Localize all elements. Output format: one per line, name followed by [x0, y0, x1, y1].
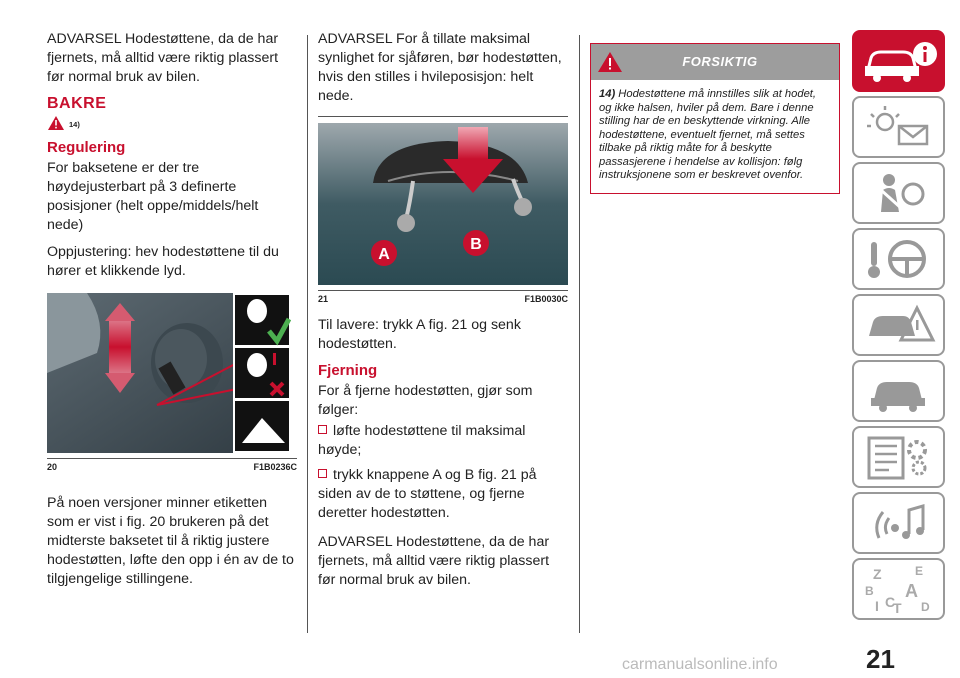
figure-number: 21 — [318, 294, 329, 304]
steering-wheel-icon — [859, 234, 939, 284]
rear-headrest-photo — [47, 293, 291, 453]
intro-warning: ADVARSEL Hodestøttene, da de har fjernets, må alltid være riktig plassert før normal bruk av bilen. — [47, 31, 279, 85]
callout-a: A — [378, 246, 390, 263]
figure-caption — [47, 458, 297, 472]
emergency-icon — [859, 300, 939, 350]
checkbox-bullet-icon — [318, 469, 327, 478]
tab-maintenance[interactable] — [852, 360, 945, 422]
paragraph: Til lavere: trykk A fig. 21 og senk hodestøtten. — [318, 317, 521, 352]
tab-safety[interactable] — [852, 162, 945, 224]
paragraph: For å fjerne hodestøtten, gjør som følger: — [318, 383, 533, 418]
column-middle — [318, 30, 568, 598]
figure-caption — [318, 290, 568, 304]
caution-body — [591, 80, 839, 193]
caution-number: 14) — [599, 88, 616, 100]
tab-driving[interactable] — [852, 228, 945, 290]
paragraph: ADVARSEL Hodestøttene, da de har fjernets, må alltid være riktig plassert før normal bruk av bilen. — [318, 534, 550, 588]
list-item-text: løfte hodestøttene til maksimal høyde; — [318, 423, 526, 458]
car-info-icon — [859, 36, 939, 86]
figure-21 — [318, 116, 568, 304]
index-letter: T — [892, 600, 902, 616]
headrest-removal-photo — [318, 123, 568, 285]
paragraph: For baksetene er der tre høydejusterbart på 3 definerte posisjoner (helt oppe/middels/helt nede) — [47, 160, 259, 233]
warning-ref-number: 14) — [69, 120, 80, 129]
tab-technical-data[interactable] — [852, 426, 945, 488]
paragraph: Oppjustering: hev hodestøttene til du hører et klikkende lyd. — [47, 244, 279, 279]
technical-data-icon — [859, 432, 939, 482]
list-item — [318, 422, 568, 460]
index-letter: I — [874, 598, 879, 614]
safety-airbag-icon — [859, 168, 939, 218]
figure-code: F1B0030C — [524, 294, 568, 304]
figure-20 — [47, 293, 297, 472]
warning-lights-icon — [859, 102, 939, 152]
warning-triangle-icon — [47, 115, 65, 131]
page-number: 21 — [866, 644, 895, 674]
section-title: BAKRE — [47, 95, 107, 112]
index-letter: B — [864, 584, 874, 598]
checkbox-bullet-icon — [318, 425, 327, 434]
caution-box — [590, 43, 840, 194]
list-item-text: trykk knappene A og B fig. 21 på siden av de to støttene, og fjerne deretter hodestøtten. — [318, 467, 537, 521]
tab-index[interactable] — [852, 558, 945, 620]
tab-multimedia[interactable] — [852, 492, 945, 554]
index-letter: D — [920, 600, 930, 614]
paragraph: På noen versjoner minner etiketten som er vist i fig. 20 brukeren på det midterste baksetet til å riktig justere hodestøtten, løfte den opp i én av de to tilgjengelige stillingene. — [47, 495, 294, 587]
maintenance-car-icon — [859, 366, 939, 416]
tab-car-info[interactable] — [852, 30, 945, 92]
subsection-title-regulering: Regulering — [47, 139, 126, 156]
index-letter: A — [904, 581, 918, 601]
column-left — [47, 30, 297, 597]
index-letter: E — [914, 564, 923, 578]
caution-text: Hodestøttene må innstilles slik at hodet, og ikke halsen, hviler på dem. Bare i denne stilling har de en beskyttende virkning. Alle hodestøttene, eventuelt fjernet, må settes tilbake på riktig måte for å beskytte passasjerene i hendelse av kollisjon: følg instruksjonene som er beskrevet ovenfor. — [599, 88, 817, 181]
column-divider — [307, 35, 308, 633]
index-icon — [859, 561, 939, 617]
tab-warning-lights[interactable] — [852, 96, 945, 158]
column-divider — [579, 35, 580, 633]
index-letter: Z — [872, 566, 882, 582]
watermark-text: carmanualsonline.info — [622, 656, 778, 673]
warning-reference — [47, 115, 297, 131]
index-letter: C — [884, 594, 895, 610]
figure-number: 20 — [47, 462, 58, 472]
figure-code: F1B0236C — [253, 462, 297, 472]
caution-title: FORSIKTIG — [682, 54, 758, 69]
chapter-tabs — [852, 30, 947, 624]
tab-emergency[interactable] — [852, 294, 945, 356]
column-right — [590, 43, 840, 194]
callout-b: B — [470, 236, 482, 253]
subsection-title-fjerning: Fjerning — [318, 362, 378, 379]
caution-header — [591, 44, 839, 80]
list-item — [318, 466, 568, 523]
intro-warning: ADVARSEL For å tillate maksimal synlighet for sjåføren, bør hodestøtten, hvis den stilles i hvileposisjon: helt nede. — [318, 31, 562, 104]
multimedia-icon — [859, 498, 939, 548]
